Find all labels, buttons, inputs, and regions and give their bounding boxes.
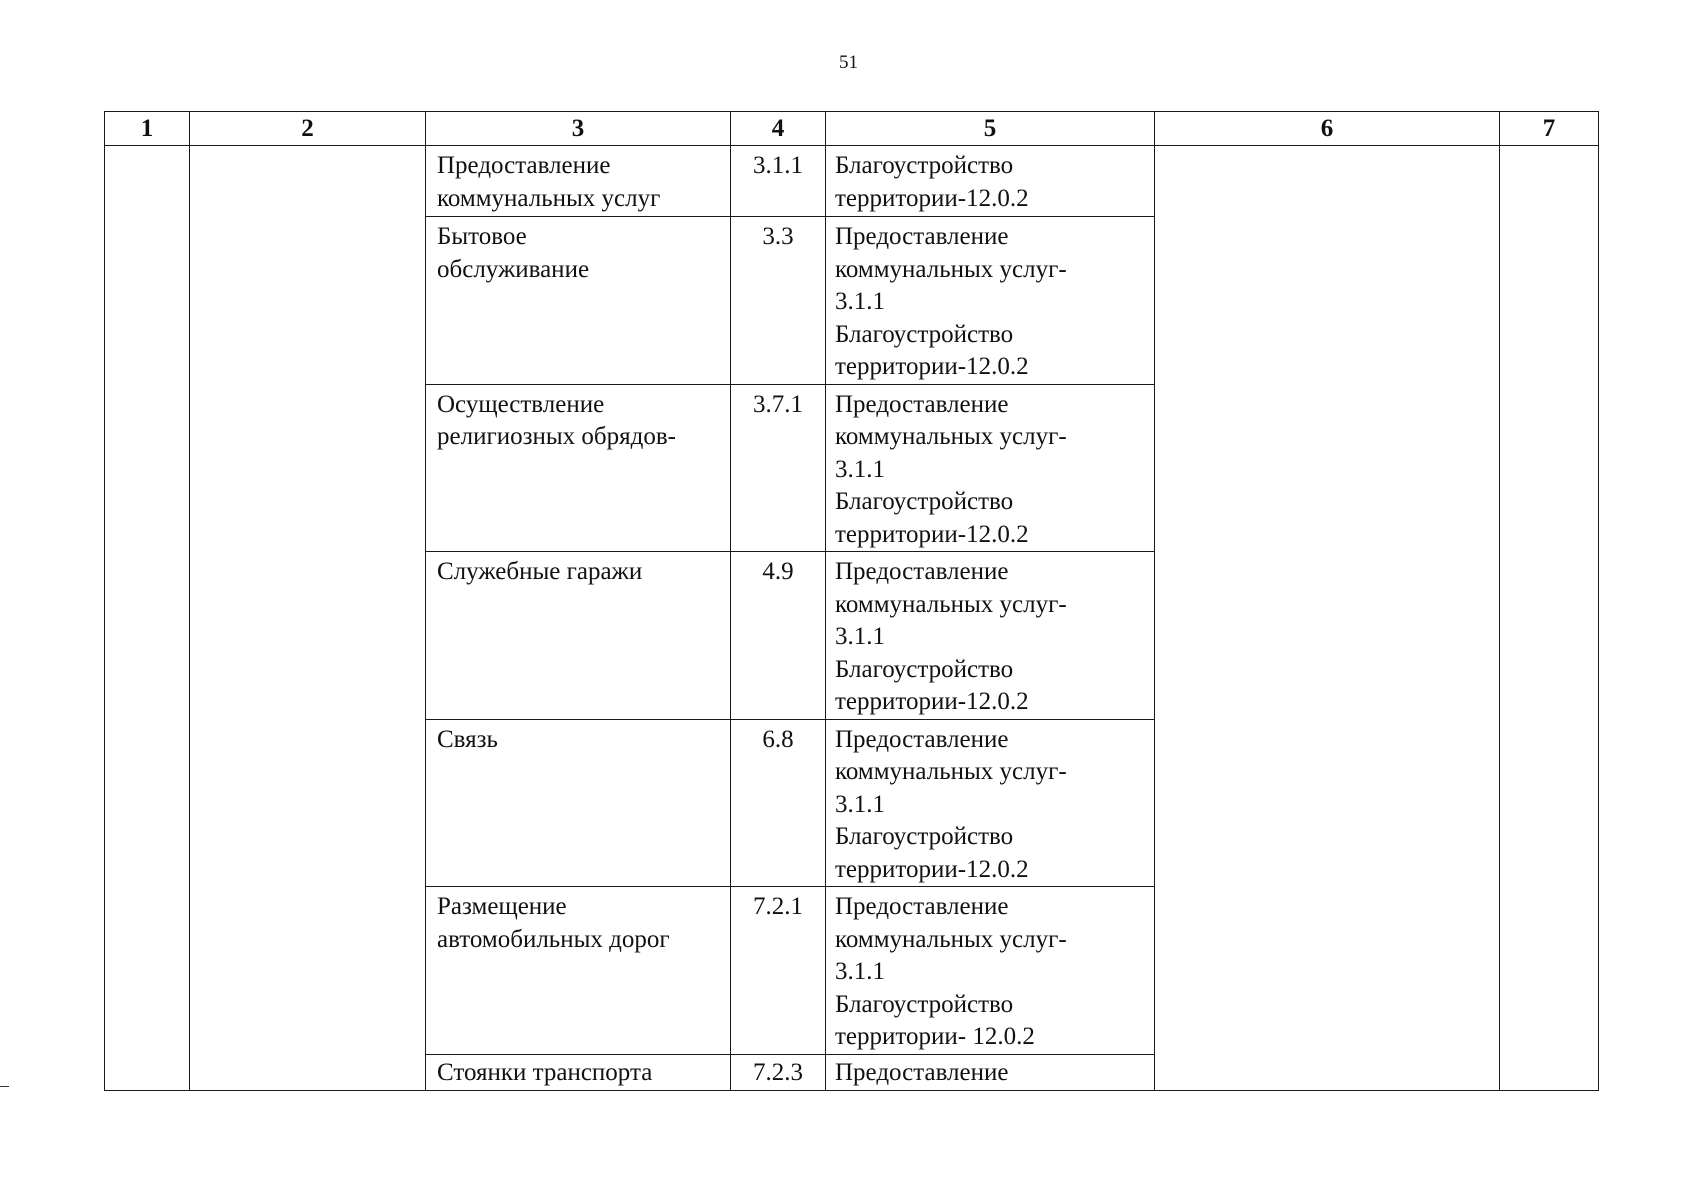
related-use-line: Благоустройство [835, 152, 1014, 179]
page-number [0, 52, 1697, 74]
related-use-line: 3.1.1 [835, 958, 885, 985]
column-header-3: 3 [426, 112, 731, 146]
use-name-cell [426, 552, 731, 720]
use-name-line: коммунальных услуг [437, 184, 661, 212]
table-row [105, 146, 1599, 217]
related-use-line: коммунальных услуг- [835, 423, 1067, 450]
use-code-cell [731, 719, 826, 887]
use-name-line: Предоставление [437, 152, 611, 179]
column-header-1: 1 [105, 112, 190, 146]
use-name-line: Бытовое [437, 223, 527, 250]
related-use-line: территории-12.0.2 [835, 520, 1029, 548]
use-code-cell [731, 384, 826, 552]
related-use-line: Предоставление [835, 725, 1009, 753]
related-uses-cell [826, 217, 1155, 385]
use-code-cell [731, 1054, 826, 1090]
related-use-line: 3.1.1 [835, 623, 885, 650]
use-code: 7.2.1 [753, 893, 803, 920]
related-use-line: коммунальных услуг- [835, 758, 1067, 785]
use-code: 4.9 [762, 558, 794, 585]
related-use-line: территории-12.0.2 [835, 855, 1029, 883]
column-header-4: 4 [731, 112, 826, 146]
related-use-line: 3.1.1 [835, 288, 885, 315]
use-code: 3.3 [762, 223, 794, 250]
column-header-7: 7 [1500, 112, 1599, 146]
related-uses-cell [826, 1054, 1155, 1090]
related-use-line: территории-12.0.2 [835, 688, 1029, 715]
column-header-5: 5 [826, 112, 1155, 146]
related-use-line: 3.1.1 [835, 790, 885, 818]
use-code-cell [731, 887, 826, 1055]
use-code: 6.8 [762, 725, 794, 753]
related-uses-cell [826, 887, 1155, 1055]
related-use-line: Благоустройство [835, 655, 1014, 683]
related-use-line: Предоставление [835, 223, 1009, 250]
related-use-line: коммунальных услуг- [835, 255, 1067, 283]
related-use-line: Благоустройство [835, 823, 1014, 850]
regulation-table [104, 111, 1599, 1091]
use-name-line: автомобильных дорог [437, 925, 670, 953]
related-use-line: Предоставление [835, 558, 1009, 585]
use-name-line: Осуществление [437, 390, 605, 418]
related-uses-cell [826, 146, 1155, 217]
related-uses-cell [826, 552, 1155, 720]
related-use-line: территории- 12.0.2 [835, 1023, 1035, 1050]
column-1-cell [105, 146, 190, 1091]
use-name-line: религиозных обрядов- [437, 423, 676, 450]
use-name-cell [426, 1054, 731, 1090]
related-use-line: 3.1.1 [835, 455, 885, 483]
column-2-cell [190, 146, 426, 1091]
use-code-cell [731, 217, 826, 385]
use-code-cell [731, 146, 826, 217]
related-use-line: Благоустройство [835, 488, 1014, 515]
column-7-cell [1500, 146, 1599, 1091]
related-use-line: Предоставление [835, 390, 1009, 418]
use-name-line: Связь [437, 725, 498, 753]
margin-mark [0, 1086, 9, 1087]
related-use-line: коммунальных услуг- [835, 590, 1067, 618]
use-name-line: Служебные гаражи [437, 558, 643, 585]
use-name-cell [426, 384, 731, 552]
related-use-line: Предоставление [835, 1058, 1009, 1086]
column-header-6: 6 [1155, 112, 1500, 146]
use-code: 7.2.3 [753, 1058, 803, 1086]
use-name-cell [426, 887, 731, 1055]
related-uses-cell [826, 384, 1155, 552]
related-use-line: Предоставление [835, 893, 1009, 920]
use-name-line: Стоянки транспорта [437, 1058, 653, 1086]
use-code: 3.1.1 [753, 152, 803, 179]
related-use-line: коммунальных услуг- [835, 925, 1067, 953]
related-use-line: территории-12.0.2 [835, 184, 1029, 212]
use-code-cell [731, 552, 826, 720]
related-use-line: территории-12.0.2 [835, 353, 1029, 380]
page-number-text: 51 [839, 52, 858, 73]
related-use-line: Благоустройство [835, 320, 1014, 348]
table-header-row [105, 112, 1599, 146]
use-name-line: обслуживание [437, 255, 590, 283]
use-name-line: Размещение [437, 893, 567, 920]
use-code: 3.7.1 [753, 390, 803, 418]
related-uses-cell [826, 719, 1155, 887]
use-name-cell [426, 146, 731, 217]
use-name-cell [426, 719, 731, 887]
use-name-cell [426, 217, 731, 385]
column-6-cell [1155, 146, 1500, 1091]
related-use-line: Благоустройство [835, 990, 1014, 1018]
column-header-2: 2 [190, 112, 426, 146]
